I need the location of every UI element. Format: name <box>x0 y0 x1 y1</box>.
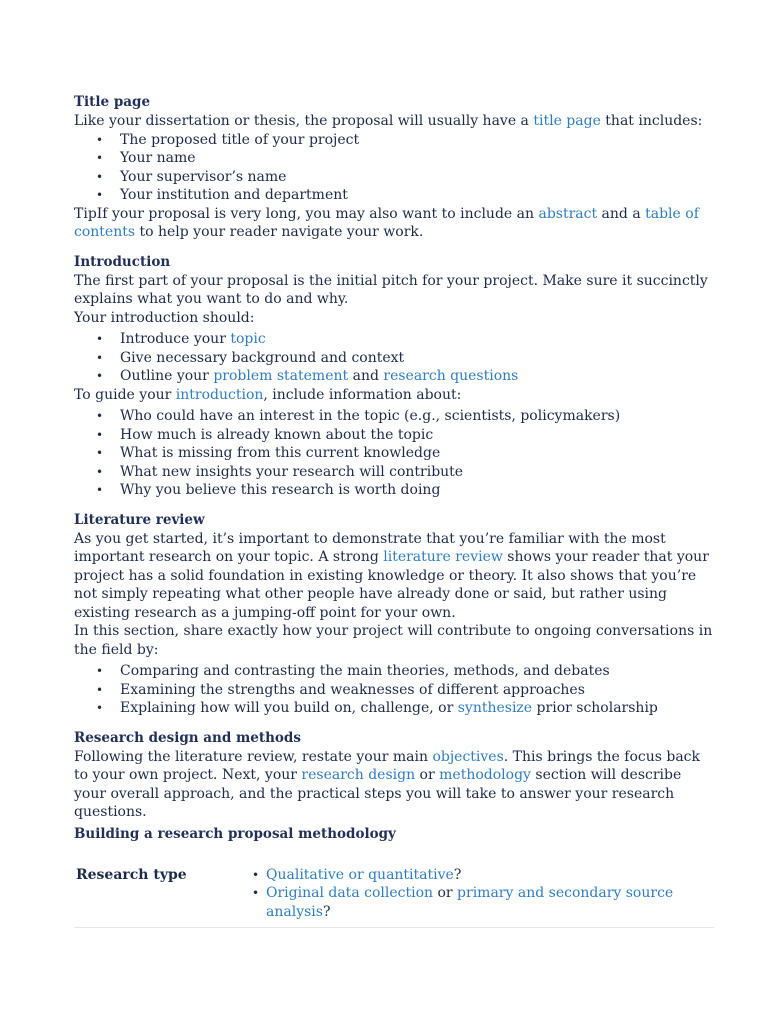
text: Introduce your <box>120 331 231 347</box>
text: to help your reader navigate your work. <box>135 224 424 240</box>
text: ? <box>453 866 462 883</box>
link-objectives[interactable]: objectives <box>432 748 504 765</box>
link-original-data-collection[interactable]: Original data collection <box>266 885 434 901</box>
list-item <box>236 884 714 921</box>
introduction-should-label: Your introduction should: <box>74 309 255 326</box>
link-introduction[interactable]: introduction <box>175 386 264 403</box>
list-item: • Examining the strengths and weaknesses of different approaches <box>74 681 714 700</box>
section-heading-literature-review: Literature review <box>74 511 205 528</box>
link-research-questions[interactable]: research questions <box>383 368 519 384</box>
section-heading-methodology: Building a research proposal methodology <box>74 825 396 842</box>
link-qualitative-or-quantitative[interactable]: Qualitative or quantitative <box>266 866 454 883</box>
list-item: • Comparing and contrasting the main theories, methods, and debates <box>74 662 714 681</box>
link-topic[interactable]: topic <box>230 331 266 347</box>
link-abstract[interactable]: abstract <box>538 205 598 222</box>
link-research-design[interactable]: research design <box>301 767 416 783</box>
link-source-analysis[interactable]: primary and secondary source analysis <box>266 885 674 920</box>
text: shows your reader that your project has a solid foundation in existing knowledge or theory. It also shows that you’re not simply repeating what other people have already done or said, but rather using existing research as a jumping-off point for your own. <box>74 549 709 621</box>
text: or <box>433 885 458 901</box>
row-options <box>236 866 714 928</box>
list-item: • What new insights your research will contribute <box>74 463 714 482</box>
text: ? <box>322 903 331 920</box>
table-row <box>74 866 714 928</box>
text: To guide your <box>74 386 176 403</box>
text: and a <box>597 205 646 222</box>
list-item <box>236 866 714 885</box>
introduction-should-list <box>74 330 714 386</box>
text: As you get started, it’s important to demonstrate that you’re familiar with the most important research on your topic. A strong <box>74 530 666 565</box>
list-item: • Your name <box>74 149 714 168</box>
text: . This brings the focus back to your own project. Next, your <box>74 748 701 783</box>
literature-review-paragraph <box>74 530 714 623</box>
link-problem-statement[interactable]: problem statement <box>213 368 349 384</box>
list-item <box>74 330 714 349</box>
literature-review-paragraph-2: In this section, share exactly how your project will contribute to ongoing conversations in the field by: <box>74 623 713 658</box>
text: Following the literature review, restate your main <box>74 748 433 765</box>
list-item: • What is missing from this current knowledge <box>74 444 714 463</box>
link-table-of-contents[interactable]: table of contents <box>74 205 699 240</box>
text: or <box>415 767 440 783</box>
link-literature-review[interactable]: literature review <box>383 549 503 565</box>
link-title-page[interactable]: title page <box>533 113 601 129</box>
text: Explaining how will you build on, challenge, or <box>120 700 458 716</box>
text: Like your dissertation or thesis, the proposal will usually have a <box>74 113 534 129</box>
link-synthesize[interactable]: synthesize <box>457 700 533 716</box>
introduction-paragraph: The first part of your proposal is the initial pitch for your project. Make sure it succinctly explains what you want to do and why. <box>74 272 708 307</box>
introduction-guide-list <box>74 407 714 500</box>
methodology-table <box>74 866 714 929</box>
text: , include information about: <box>263 386 462 403</box>
row-label-research-type: Research type <box>76 866 187 883</box>
introduction-guide <box>74 386 714 405</box>
tip-paragraph <box>74 205 714 242</box>
list-item: • The proposed title of your project <box>74 131 714 150</box>
title-page-list <box>74 131 714 205</box>
text: prior scholarship <box>532 700 658 716</box>
title-page-intro <box>74 112 714 131</box>
link-methodology[interactable]: methodology <box>439 767 531 783</box>
list-item: • How much is already known about the topic <box>74 426 714 445</box>
list-item: • Your supervisor’s name <box>74 168 714 187</box>
list-item: • Who could have an interest in the topic (e.g., scientists, policymakers) <box>74 407 714 426</box>
section-heading-title-page: Title page <box>74 94 151 110</box>
list-item <box>74 367 714 386</box>
section-heading-introduction: Introduction <box>74 253 171 270</box>
text: section will describe your overall approach, and the practical steps you will take to answer your research questions. <box>74 767 682 820</box>
document-content <box>74 92 714 928</box>
list-item <box>74 699 714 718</box>
text: Outline your <box>120 368 214 384</box>
text: and <box>348 368 384 384</box>
list-item: • Why you believe this research is worth doing <box>74 481 714 500</box>
list-item: • Your institution and department <box>74 186 714 205</box>
text: that includes: <box>600 113 703 129</box>
literature-review-list <box>74 662 714 718</box>
research-type-options <box>236 866 714 922</box>
text: TipIf your proposal is very long, you may also want to include an <box>74 205 539 222</box>
list-item: • Give necessary background and context <box>74 349 714 368</box>
research-design-paragraph <box>74 748 714 822</box>
section-heading-research-design: Research design and methods <box>74 729 301 746</box>
